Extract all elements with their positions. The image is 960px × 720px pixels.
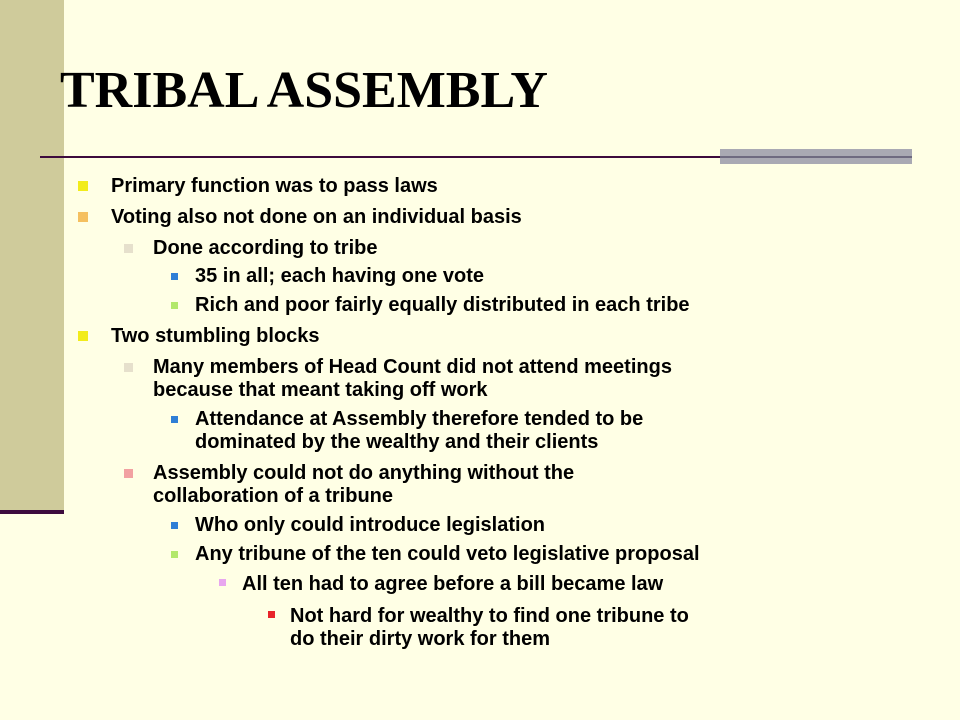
bullet-text: Who only could introduce legislation [195, 514, 545, 536]
square-bullet-icon [124, 363, 133, 372]
bullet-level-3 [195, 294, 690, 317]
bullet-level-4 [242, 573, 663, 596]
bullet-text: Many members of Head Count did not attend meetings [153, 356, 672, 378]
square-bullet-icon [171, 551, 178, 558]
bullet-text: Assembly could not do anything without the [153, 462, 575, 484]
bullet-level-1 [111, 175, 438, 198]
title-rule [40, 156, 720, 158]
square-bullet-icon [124, 469, 133, 478]
bullet-level-1 [111, 206, 522, 229]
bullet-level-1 [111, 325, 320, 348]
bullet-level-3 [195, 543, 700, 566]
bullet-text: All ten had to agree before a bill became law [242, 573, 664, 595]
square-bullet-icon [268, 611, 275, 618]
square-bullet-icon [78, 212, 88, 222]
bullet-level-2 [153, 237, 377, 260]
square-bullet-icon [78, 181, 88, 191]
bullet-level-5 [290, 605, 689, 651]
slide-title: TRIBAL ASSEMBLY [60, 62, 548, 119]
square-bullet-icon [171, 302, 178, 309]
title-rule-gray-line [720, 156, 912, 158]
bullet-level-2 [153, 356, 672, 402]
bullet-text: Attendance at Assembly therefore tended to be [195, 408, 644, 430]
bullet-text: because that meant taking off work [153, 379, 488, 401]
square-bullet-icon [171, 416, 178, 423]
square-bullet-icon [124, 244, 133, 253]
bullet-text: Voting also not done on an individual basis [111, 206, 522, 228]
bullet-text: do their dirty work for them [290, 628, 551, 650]
bullet-text: Rich and poor fairly equally distributed in each tribe [195, 294, 690, 316]
bullet-text: Two stumbling blocks [111, 325, 320, 347]
bullet-text: Not hard for wealthy to find one tribune to [290, 605, 689, 627]
bullet-text: Any tribune of the ten could veto legislative proposal [195, 543, 700, 565]
bullet-text: Primary function was to pass laws [111, 175, 438, 197]
bullet-level-3 [195, 408, 643, 454]
bullet-level-2 [153, 462, 574, 508]
square-bullet-icon [171, 273, 178, 280]
bullet-level-3 [195, 514, 545, 537]
square-bullet-icon [78, 331, 88, 341]
bullet-text: Done according to tribe [153, 237, 378, 259]
bullet-text: 35 in all; each having one vote [195, 265, 484, 287]
side-band [0, 0, 64, 512]
bullet-text: dominated by the wealthy and their clients [195, 431, 599, 453]
bullet-level-3 [195, 265, 484, 288]
square-bullet-icon [219, 579, 226, 586]
side-accent-line [0, 510, 64, 514]
bullet-text: collaboration of a tribune [153, 485, 394, 507]
square-bullet-icon [171, 522, 178, 529]
